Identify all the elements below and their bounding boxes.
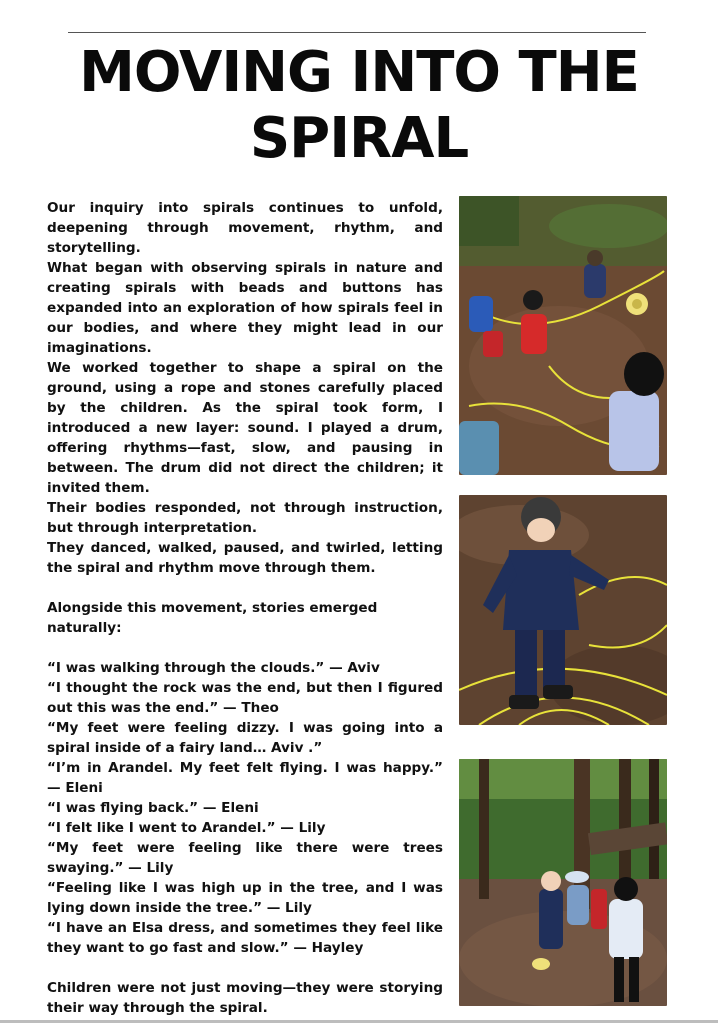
children-in-forest-photo — [459, 759, 667, 1006]
top-rule — [68, 32, 646, 33]
spacer — [47, 958, 443, 978]
article-body — [47, 198, 443, 1018]
quote-7: “My feet were feeling like there were trees swaying.” — Lily — [47, 840, 443, 876]
closing-paragraph: Children were not just moving—they were storying their way through the spiral. — [47, 980, 443, 1016]
quote-3: “My feet were feeling dizzy. I was going into a spiral inside of a fairy land… Aviv .” — [47, 720, 443, 756]
quote-5: “I was flying back.” — Eleni — [47, 800, 259, 816]
intro-line: Alongside this movement, stories emerged naturally: — [47, 600, 378, 636]
page-title: MOVING INTO THE SPIRAL — [79, 40, 639, 171]
paragraph-5: They danced, walked, paused, and twirled, letting the spiral and rhythm move through them. — [47, 540, 443, 576]
paragraph-4: Their bodies responded, not through instruction, but through interpretation. — [47, 500, 443, 536]
paragraph-1: Our inquiry into spirals continues to unfold, deepening through movement, rhythm, and storytelling. — [47, 200, 443, 256]
child-walking-spiral-photo — [459, 495, 667, 725]
quote-2: “I thought the rock was the end, but then I figured out this was the end.” — Theo — [47, 680, 443, 716]
quote-9: “I have an Elsa dress, and sometimes they feel like they want to go fast and slow.” — Hayley — [47, 920, 443, 956]
paragraph-2: What began with observing spirals in nature and creating spirals with beads and buttons has expanded into an exploration of how spirals feel in our bodies, and where they might lead in our imaginations. — [47, 260, 443, 356]
forest-children-spiral-photo — [459, 196, 667, 475]
quote-8: “Feeling like I was high up in the tree, and I was lying down inside the tree.” — Lily — [47, 880, 443, 916]
spacer — [47, 578, 443, 598]
quote-4: “I’m in Arandel. My feet felt flying. I was happy.” — Eleni — [47, 760, 443, 796]
quote-6: “I felt like I went to Arandel.” — Lily — [47, 820, 326, 836]
paragraph-3: We worked together to shape a spiral on the ground, using a rope and stones carefully placed by the children. As the spiral took form, I introduced a new layer: sound. I played a drum, offering rhythms—fast, slow, and pausing in between. The drum did not direct the children; it invited them. — [47, 360, 443, 496]
quote-1: “I was walking through the clouds.” — Aviv — [47, 660, 380, 676]
spacer — [47, 638, 443, 658]
